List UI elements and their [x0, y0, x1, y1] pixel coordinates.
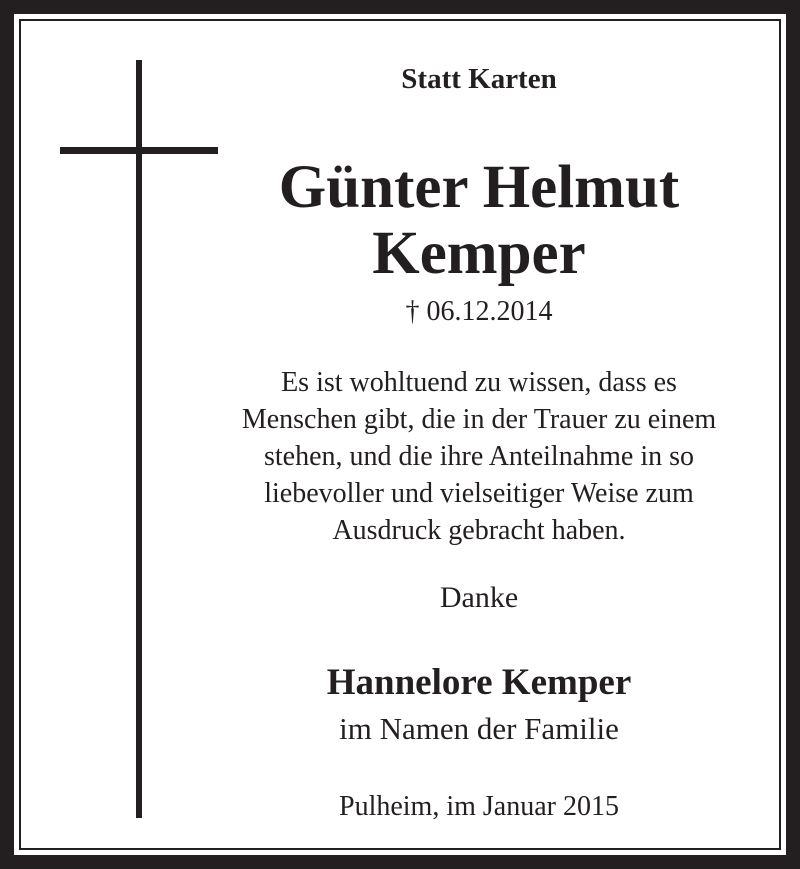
message-line: stehen, und die ihre Anteilnahme in so — [263, 441, 695, 472]
deceased-name-line2: Kemper — [372, 220, 586, 287]
message-line: Ausdruck gebracht haben. — [332, 515, 626, 546]
message-line: liebevoller und vielseitiger Weise zum — [264, 478, 694, 509]
message-line: Menschen gibt, die in der Trauer zu einem — [241, 404, 717, 435]
deceased-name-line1: Günter Helmut — [278, 154, 680, 221]
notice-heading: Statt Karten — [401, 63, 557, 95]
cross-vertical-bar — [136, 60, 142, 818]
place-and-date: Pulheim, im Januar 2015 — [339, 791, 619, 822]
death-date: † 06.12.2014 — [405, 296, 553, 327]
obituary-card — [14, 14, 786, 855]
signer-name: Hannelore Kemper — [326, 662, 632, 703]
message-line: Es ist wohltuend zu wissen, dass es — [281, 367, 677, 398]
thanks-text: Danke — [439, 581, 519, 614]
thank-you-message — [174, 364, 784, 549]
cross-horizontal-bar — [60, 147, 218, 154]
signer-note: im Namen der Familie — [339, 711, 619, 746]
